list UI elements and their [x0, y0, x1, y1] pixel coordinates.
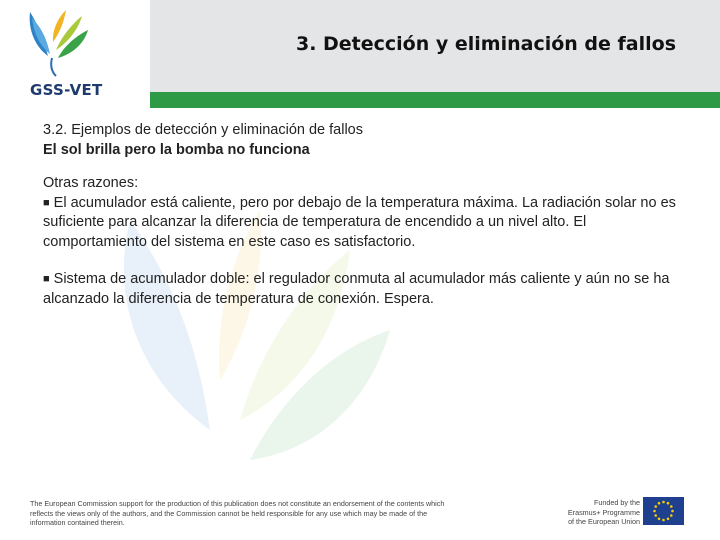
bullet-square-icon: ■: [43, 273, 50, 285]
bullet-text-2: Sistema de acumulador doble: el regulador conmuta al acumulador más caliente y aún no se ha alcanzado la diferencia de temperatura de conexión. Espera.: [43, 271, 670, 307]
bullet-text-1: El acumulador está caliente, pero por debajo de la temperatura máxima. La radiación solar no es suficiente para alcanzar la diferencia de temperatura de encendido a un nivel alto. El comportamiento del sistema en este caso es satisfactorio.: [43, 194, 676, 250]
bullet-item-2: [43, 270, 683, 309]
funded-by-text: Funded by the Erasmus+ Programme of the European Union: [567, 498, 640, 527]
header-green-stripe: [122, 92, 720, 108]
section-subtitle: 3.2. Ejemplos de detección y eliminación de fallos: [43, 122, 363, 138]
bullet-square-icon: ■: [43, 196, 50, 209]
slide-content: [43, 121, 683, 309]
section-heading: El sol brilla pero la bomba no funciona: [43, 141, 310, 158]
bullet-item-1: [43, 194, 683, 253]
intro-text: Otras razones:: [43, 175, 139, 191]
slide-title: 3. Detección y eliminación de fallos: [295, 33, 676, 55]
logo-text: GSS-VET: [30, 81, 103, 99]
eu-disclaimer: The European Commission support for the production of this publication does not constitute an endorsement of the contents which reflects the views only of the authors, and the Commission cannot be held responsible for any use which may be made of the information contained therein.: [30, 499, 445, 528]
eu-flag-icon: [643, 497, 684, 525]
